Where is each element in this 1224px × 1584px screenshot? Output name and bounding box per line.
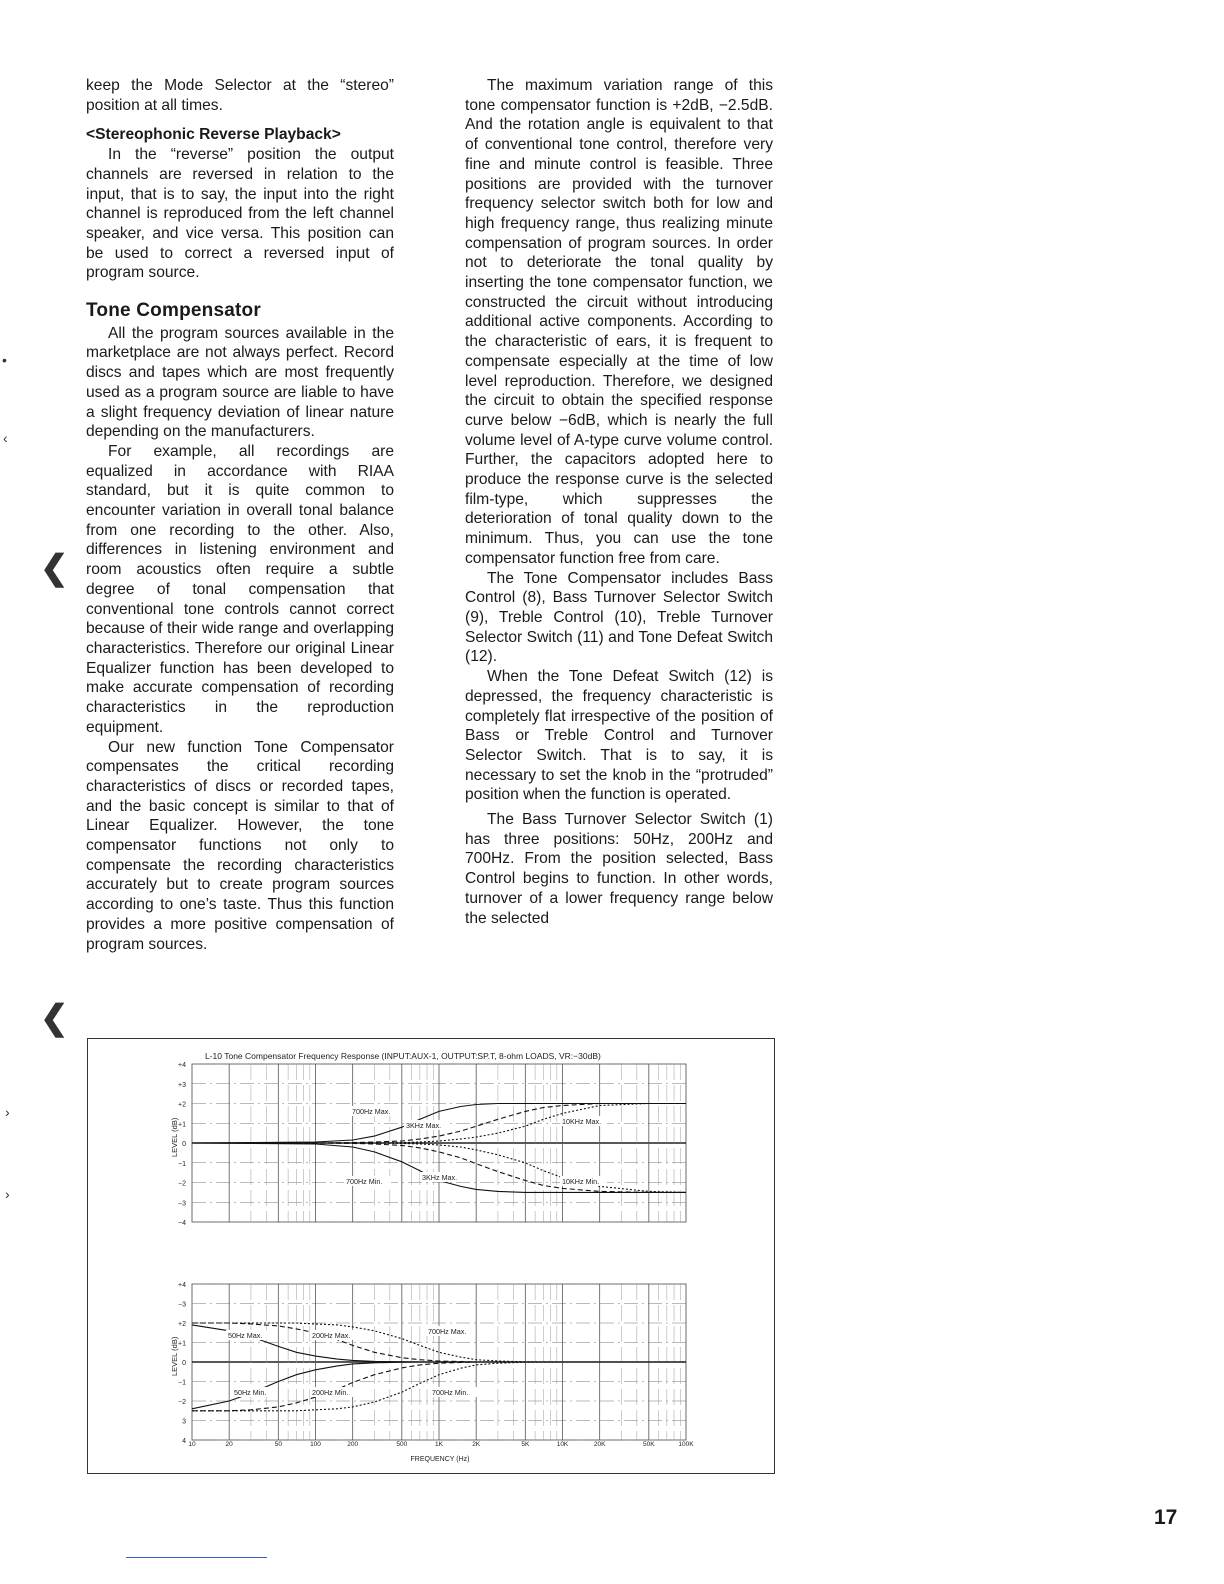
series-label: 3KHz Max. [406,1121,442,1130]
frequency-response-chart [87,1038,775,1474]
series-label: 700Hz Max. [352,1107,391,1116]
x-tick-label: 50 [274,1441,282,1448]
y-tick-label: −1 [178,1160,186,1168]
y-tick-label: +1 [178,1121,186,1129]
y-axis-label: LEVEL (dB) [170,1117,179,1157]
y-tick-label: −2 [178,1399,186,1406]
x-tick-label: 100K [678,1441,694,1448]
tone-paragraph-1: All the program sources available in the marketplace are not always perfect. Record discs and tapes which are most frequently used as a program source are liable to have a slight frequency deviation of linear nature depending on the manufacturers. [86,324,394,441]
x-tick-label: 5K [521,1441,530,1448]
x-tick-label: 20K [593,1441,606,1448]
series-label: 3KHz Max. [422,1173,458,1182]
x-tick-label: 10 [188,1441,196,1448]
reverse-playback-paragraph: In the “reverse” position the output channels are reversed in relation to the input, that is to say, the input into the right channel is reproduced from the left channel speaker, and vice versa. This position can be used to correct a reversed input of program source. [86,146,394,282]
x-tick-label: 100 [310,1441,321,1448]
y-tick-label: +1 [178,1340,186,1348]
y-tick-label: 0 [182,1141,186,1148]
x-tick-label: 10K [556,1441,569,1448]
margin-mark: › [5,1186,10,1202]
y-tick-label: −2 [178,1180,186,1188]
right-paragraph-3: When the Tone Defeat Switch (12) is depressed, the frequency characteristic is completely flat irrespective of the position of Bass or Treble Control and Turnover Selector Switch. That is to say, it is necessary to set the knob in the “protruded” position when the function is operated. [465,668,773,804]
series-label: 10KHz Max. [562,1117,602,1126]
right-column [465,76,773,928]
chart-title: L-10 Tone Compensator Frequency Response (INPUT:AUX-1, OUTPUT:SP.T, 8-ohm LOADS, VR:−30dB) [205,1051,601,1061]
y-tick-label: −3 [178,1301,186,1309]
reverse-playback-subheading: <Stereophonic Reverse Playback> [86,126,341,144]
page-number: 17 [1154,1506,1178,1529]
margin-mark: • [2,352,7,368]
y-tick-label: 4 [182,1438,186,1445]
series-label: 200Hz Min. [312,1388,349,1397]
series-label: 700Hz Min. [346,1177,383,1186]
right-paragraph-4: The Bass Turnover Selector Switch (1) has three positions: 50Hz, 200Hz and 700Hz. From the position selected, Bass Control begins to function. In other words, turnover of a lower frequency range below the selected [465,811,773,927]
x-tick-label: 20 [225,1441,233,1448]
series-label: 10KHz Min. [562,1177,600,1186]
series-label: 700Hz Max. [428,1327,467,1336]
footer-rule [126,1557,267,1558]
y-tick-label: −4 [178,1220,186,1227]
x-tick-label: 2K [472,1441,481,1448]
y-axis-label: LEVEL (dB) [170,1336,179,1376]
x-tick-label: 1K [435,1441,443,1448]
x-tick-label: 50K [643,1441,655,1448]
series-label: 50Hz Max. [228,1331,263,1340]
series-label: 200Hz Max. [312,1331,351,1340]
tone-compensator-heading: Tone Compensator [86,300,261,322]
tone-paragraph-3: Our new function Tone Compensator compensates the critical recording characteristics of discs or recorded tapes, and the basic concept is similar to that of Linear Equalizer. However, the tone compensator functions not only to compensate the recording characteristics accurately but to create program sources according to one’s taste. Thus this function provides a more positive compensation of program sources. [86,738,394,953]
series-label: 50Hz Min. [234,1388,267,1397]
binding-mark: ❮ [40,549,69,587]
right-paragraph-1: The maximum variation range of this tone compensator function is +2dB, −2.5dB. And the rotation angle is equivalent to that of conventional tone control, therefore very fine and minute control is feasible. Three positions are provided with the turnover frequency selector switch both for low and high frequency range, thus realizing minute compensation of program sources. In order not to deteriorate the tonal quality by inserting the tone compensator function, we constructed the circuit without introducing additional active components. According to the characteristic of ears, it is frequent to compensate especially at the time of low level reproduction. Therefore, we designed the circuit to obtain the specified response curve below −6dB, which is nearly the full volume level of A-type curve volume control. Further, the capacitors adopted here to produce the response curve is the selected film-type, which suppresses the deterioration of tonal quality down to the minimum. Thus, you can use the tone compensator function free from care. [465,77,773,567]
chart-svg [88,1038,776,1474]
binding-mark: ❮ [40,999,69,1037]
y-tick-label: +2 [178,1321,186,1328]
right-paragraph-2: The Tone Compensator includes Bass Control (8), Bass Turnover Selector Switch (9), Treble Control (10), Treble Turnover Selector Switch (11) and Tone Defeat Switch (12). [465,569,773,666]
x-axis-label: FREQUENCY (Hz) [410,1456,470,1463]
margin-mark: ‹ [3,430,8,446]
y-tick-label: +2 [178,1101,186,1109]
intro-paragraph: keep the Mode Selector at the “stereo” position at all times. [86,77,394,114]
y-tick-label: −1 [178,1379,186,1387]
y-tick-label: +3 [178,1081,186,1089]
y-tick-label: +4 [178,1282,186,1289]
y-tick-label: −3 [178,1200,186,1208]
y-tick-label: 3 [182,1418,186,1426]
margin-mark: › [5,1104,10,1120]
y-tick-label: 0 [182,1360,186,1367]
tone-paragraph-2: For example, all recordings are equalized in accordance with RIAA standard, but it is quite common to encounter variation in overall tonal balance from one recording to the other. Also, differences in listening environment and room acoustics often require a subtle degree of tonal compensation that conventional tone controls cannot correct because of their wide range and overlapping characteristics. Therefore our original Linear Equalizer function has been developed to make accurate compensation of recording characteristics in the reproduction equipment. [86,442,394,736]
left-column [86,76,394,954]
series-label: 700Hz Min. [432,1388,469,1397]
x-tick-label: 200 [347,1441,359,1448]
y-tick-label: +4 [178,1062,186,1069]
x-tick-label: 500 [396,1441,408,1448]
